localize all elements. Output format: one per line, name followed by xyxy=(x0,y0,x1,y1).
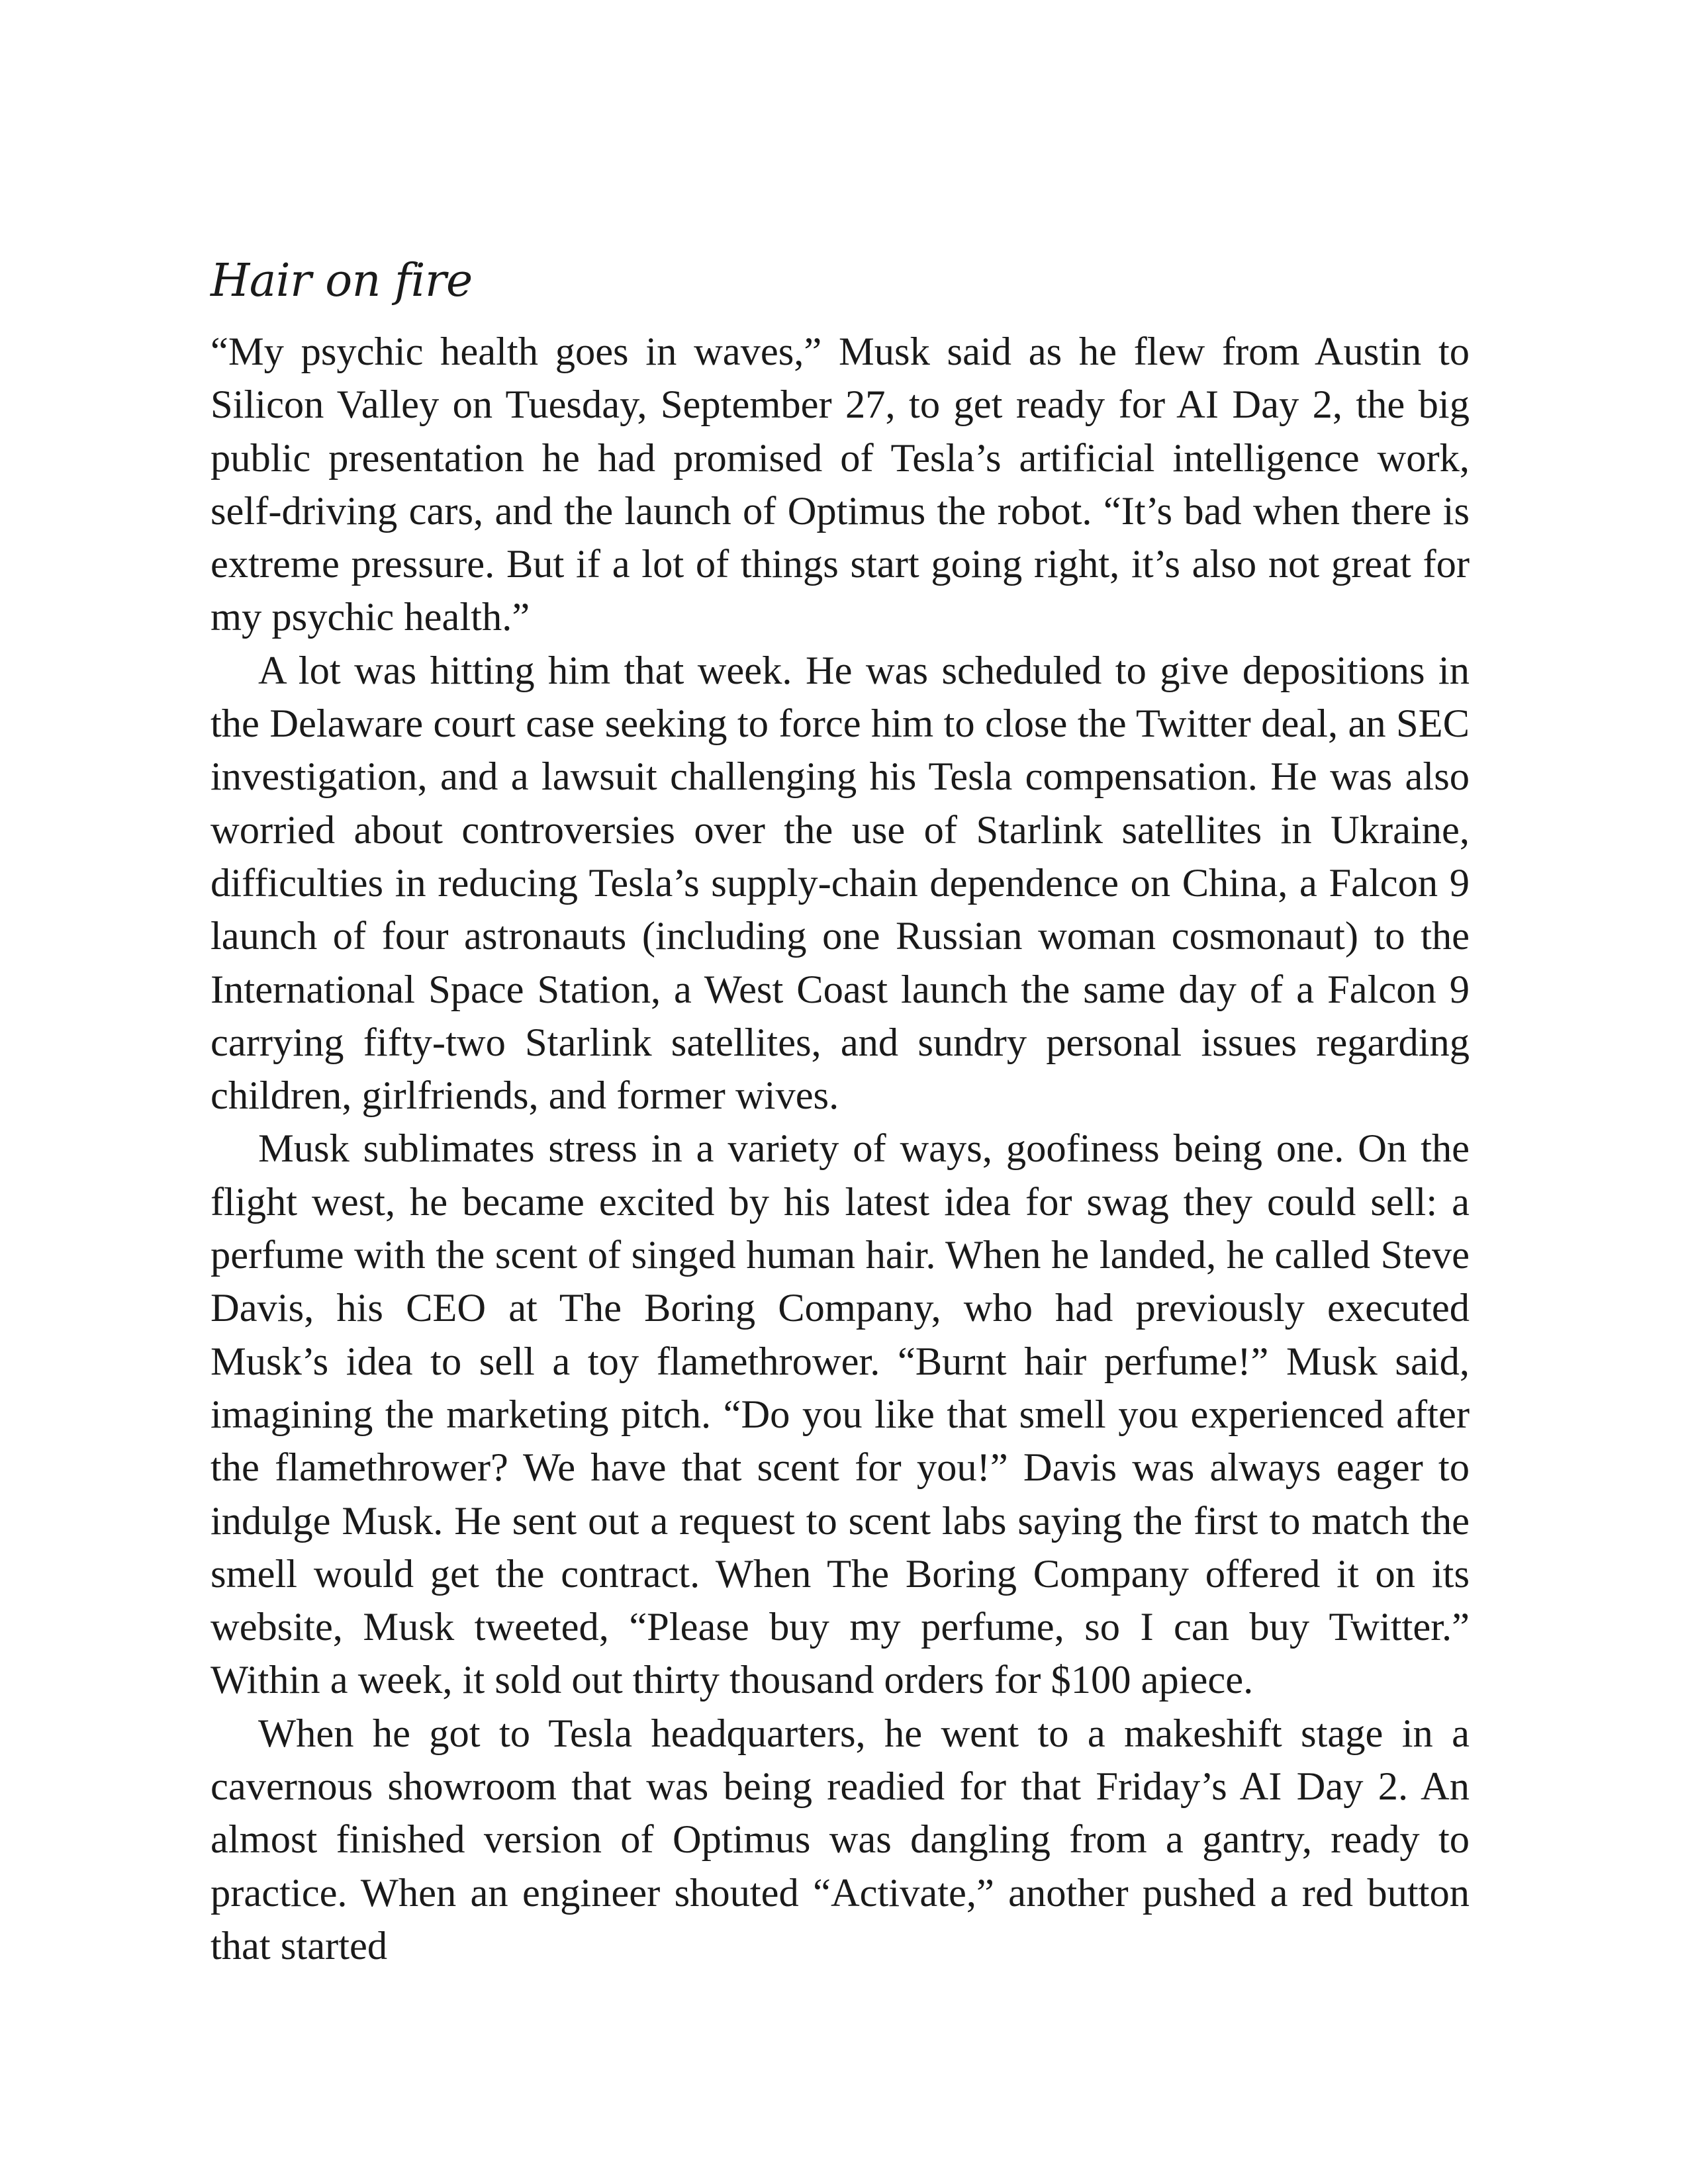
paragraph: Musk sublimates stress in a variety of ways, goofiness being one. On the flight west, he became excited by his latest idea for swag they could sell: a perfume with the scent of singed human hair. When he landed, he called Steve Davis, his CEO at The Boring Company, who had previously executed Musk’s idea to sell a toy flamethrower. “Burnt hair perfume!” Musk said, imagining the marketing pitch. “Do you like that smell you experienced after the flamethrower? We have that scent for you!” Davis was always eager to indulge Musk. He sent out a request to scent labs saying the first to match the smell would get the contract. When The Boring Company offered it on its website, Musk tweeted, “Please buy my perfume, so I can buy Twitter.” Within a week, it sold out thirty thousand orders for $100 apiece. xyxy=(211,1126,1470,1703)
paragraph: A lot was hitting him that week. He was scheduled to give depositions in the Delaware court case seeking to force him to close the Twitter deal, an SEC investigation, and a lawsuit challenging his Tesla compensation. He was also worried about controversies over the use of Starlink satellites in Ukraine, difficulties in reducing Tesla’s supply-chain dependence on China, a Falcon 9 launch of four astronauts (including one Russian woman cosmonaut) to the International Space Station, a West Coast launch the same day of a Falcon 9 carrying fifty-two Starlink satellites, and sundry personal issues regarding children, girlfriends, and former wives. xyxy=(211,648,1470,1118)
body-text xyxy=(211,326,1470,1973)
paragraph: “My psychic health goes in waves,” Musk said as he flew from Austin to Silicon Valley on Tuesday, September 27, to get ready for AI Day 2, the big public presentation he had promised of Tesla’s artificial intelligence work, self-driving cars, and the launch of Optimus the robot. “It’s bad when there is extreme pressure. But if a lot of things start going right, it’s also not great for my psychic health.” xyxy=(211,330,1470,640)
paragraph: When he got to Tesla headquarters, he went to a makeshift stage in a cavernous showroom that was being readied for that Friday’s AI Day 2. An almost finished version of Optimus was dangling from a gantry, ready to practice. When an engineer shouted “Activate,” another pushed a red button that started xyxy=(211,1711,1470,1968)
section-heading: Hair on fire xyxy=(211,255,473,307)
book-page xyxy=(211,251,1470,1973)
